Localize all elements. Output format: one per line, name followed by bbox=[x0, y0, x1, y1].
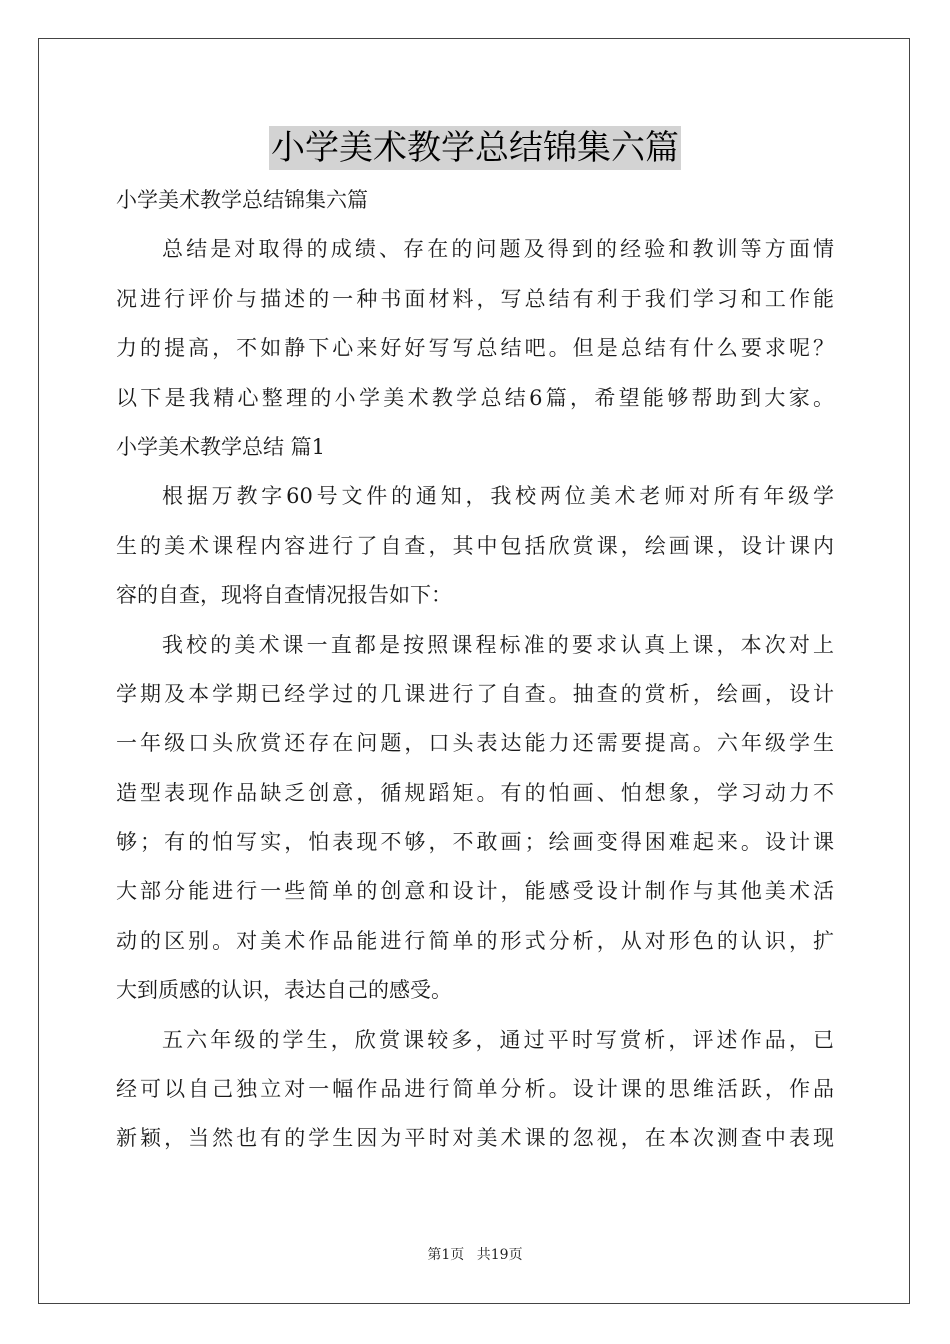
page-number: 第1页 bbox=[427, 1247, 465, 1263]
text-line: 生的美术课程内容进行了自查，其中包括欣赏课，绘画课，设计课内 bbox=[116, 533, 834, 558]
document-title: 小学美术教学总结锦集六篇 bbox=[271, 128, 679, 168]
text-line: 大部分能进行一些简单的创意和设计，能感受设计制作与其他美术活 bbox=[116, 879, 834, 904]
text-line: 经可以自己独立对一幅作品进行简单分析。设计课的思维活跃，作品 bbox=[116, 1077, 834, 1102]
text-line: 五六年级的学生，欣赏课较多，通过平时写赏析，评述作品，已 bbox=[162, 1027, 834, 1052]
text-line: 力的提高，不如静下心来好好写写总结吧。但是总结有什么要求呢？ bbox=[116, 336, 834, 361]
text-line: 以下是我精心整理的小学美术教学总结6篇，希望能够帮助到大家。 bbox=[116, 385, 834, 410]
text-line: 根据万教字60号文件的通知，我校两位美术老师对所有年级学 bbox=[162, 484, 834, 509]
text-line: 一年级口头欣赏还存在问题，口头表达能力还需要提高。六年级学生 bbox=[116, 731, 834, 756]
text-line: 总结是对取得的成绩、存在的问题及得到的经验和教训等方面情 bbox=[162, 237, 834, 262]
text-line: 造型表现作品缺乏创意，循规蹈矩。有的怕画、怕想象，学习动力不 bbox=[116, 780, 834, 805]
document-subtitle: 小学美术教学总结锦集六篇 bbox=[116, 188, 368, 212]
title-container bbox=[0, 126, 950, 170]
text-line: 动的区别。对美术作品能进行简单的形式分析，从对形色的认识，扩 bbox=[116, 928, 834, 953]
text-line: 容的自查，现将自查情况报告如下： bbox=[116, 583, 452, 608]
text-line: 新颖，当然也有的学生因为平时对美术课的忽视，在本次测查中表现 bbox=[116, 1126, 834, 1151]
page-total: 共19页 bbox=[476, 1247, 523, 1263]
text-line: 我校的美术课一直都是按照课程标准的要求认真上课，本次对上 bbox=[162, 632, 834, 657]
text-line: 况进行评价与描述的一种书面材料，写总结有利于我们学习和工作能 bbox=[116, 286, 834, 311]
text-line: 够；有的怕写实，怕表现不够，不敢画；绘画变得困难起来。设计课 bbox=[116, 830, 834, 855]
text-line: 学期及本学期已经学过的几课进行了自查。抽查的赏析，绘画，设计 bbox=[116, 681, 834, 706]
page-footer bbox=[0, 1244, 950, 1264]
text-line: 大到质感的认识，表达自己的感受。 bbox=[116, 978, 452, 1003]
text-line: 小学美术教学总结 篇1 bbox=[116, 434, 326, 459]
document-body bbox=[116, 176, 834, 1164]
paragraph-lines bbox=[116, 225, 834, 1163]
